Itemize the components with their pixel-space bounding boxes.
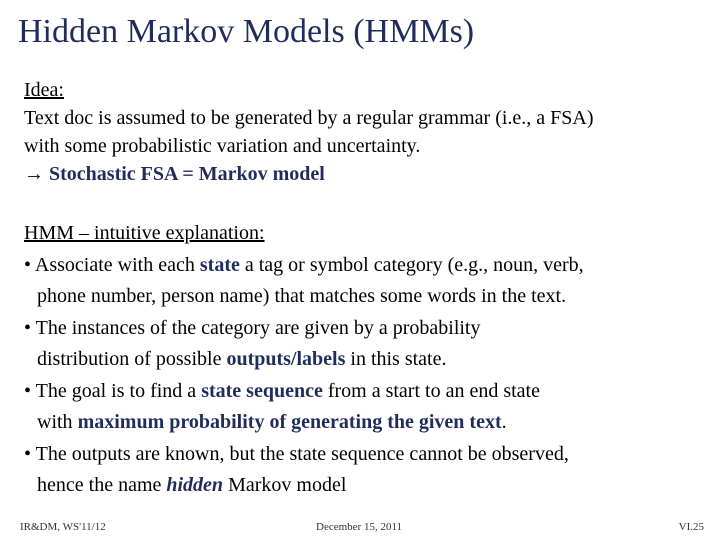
idea-line-2: with some probabilistic variation and uncertainty. bbox=[24, 135, 421, 157]
bullet-2-post: in this state. bbox=[350, 348, 447, 370]
footer-slide-number: VI.25 bbox=[678, 521, 704, 533]
bullet-3-term-2: maximum probability of generating the given text bbox=[77, 411, 502, 433]
idea-conclusion: Stochastic FSA = Markov model bbox=[49, 163, 325, 185]
idea-heading: Idea: bbox=[24, 79, 64, 101]
bullet-1-term: state bbox=[199, 253, 240, 276]
bullet-2-term: outputs/labels bbox=[226, 348, 346, 370]
hmm-heading: HMM – intuitive explanation: bbox=[24, 222, 265, 244]
bullet-3-pre: The goal is to find a bbox=[35, 379, 197, 402]
bullet-3-term: state sequence bbox=[201, 379, 323, 402]
bullet-4-line-1 bbox=[24, 439, 714, 471]
idea-conclusion-line bbox=[24, 160, 714, 188]
bullet-1-line-1 bbox=[24, 250, 714, 282]
bullet-icon: • bbox=[24, 316, 32, 339]
bullet-4-term: hidden bbox=[166, 474, 224, 496]
hmm-section bbox=[24, 218, 714, 502]
bullet-1-post: a tag or symbol category (e.g., noun, verb, bbox=[244, 253, 584, 276]
bullet-2-pre: distribution of possible bbox=[37, 348, 222, 370]
hmm-heading-line bbox=[24, 218, 714, 250]
footer-course: IR&DM, WS'11/12 bbox=[20, 521, 106, 533]
bullet-3-line-1 bbox=[24, 376, 714, 408]
idea-heading-line bbox=[24, 76, 714, 104]
slide-title: Hidden Markov Models (HMMs) bbox=[18, 13, 475, 50]
bullet-2-line-2 bbox=[24, 344, 714, 376]
bullet-icon: • bbox=[24, 253, 32, 276]
bullet-3-line-2 bbox=[24, 407, 714, 439]
idea-line-1: Text doc is assumed to be generated by a regular grammar (i.e., a FSA) bbox=[24, 107, 594, 129]
bullet-2-text: The instances of the category are given by a probability bbox=[35, 316, 481, 339]
bullet-1-line-2: phone number, person name) that matches some words in the text. bbox=[37, 285, 567, 307]
bullet-4-post: Markov model bbox=[228, 474, 347, 496]
bullet-3-pre-2: with bbox=[37, 411, 73, 433]
bullet-1-pre: Associate with each bbox=[34, 253, 195, 276]
bullet-4-line-2 bbox=[24, 470, 714, 502]
bullet-2-line-1 bbox=[24, 313, 714, 345]
bullet-4-text: The outputs are known, but the state sequence cannot be observed, bbox=[35, 442, 569, 465]
right-arrow-icon: → bbox=[24, 163, 44, 185]
idea-section bbox=[24, 76, 714, 188]
bullet-4-pre: hence the name bbox=[37, 474, 162, 496]
footer-date: December 15, 2011 bbox=[316, 521, 403, 533]
bullet-3-post: from a start to an end state bbox=[327, 379, 540, 402]
bullet-3-period: . bbox=[501, 411, 507, 433]
bullet-icon: • bbox=[24, 379, 32, 402]
bullet-icon: • bbox=[24, 442, 32, 465]
